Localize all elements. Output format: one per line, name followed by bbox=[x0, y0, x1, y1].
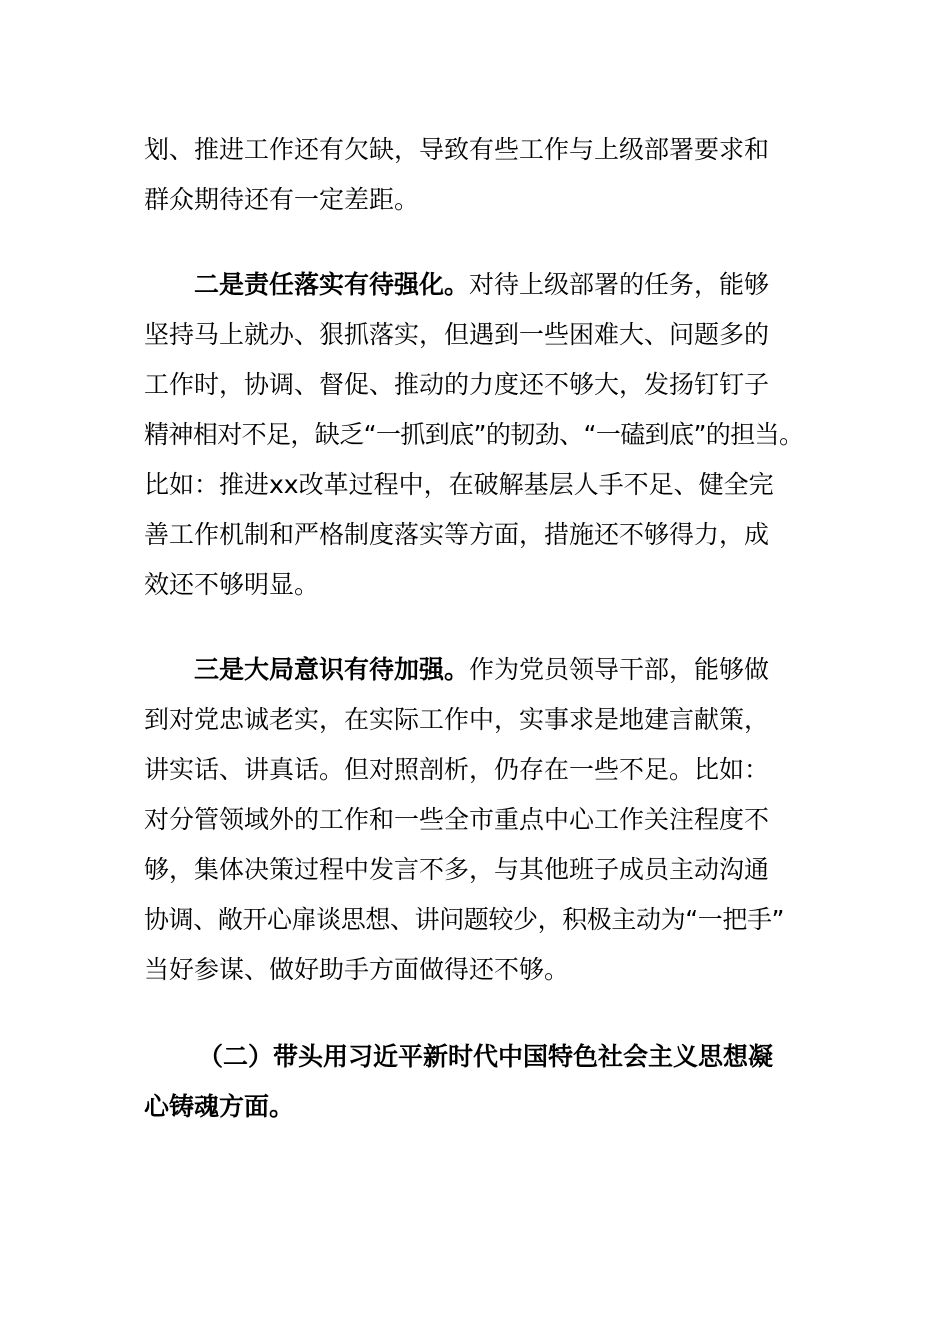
paragraph-line: 到对党忠诚老实，在实际工作中，实事求是地建言献策， bbox=[144, 705, 770, 734]
paragraph-line: 当好参谋、做好助手方面做得还不够。 bbox=[144, 955, 570, 984]
paragraph-lead: 二是责任落实有待强化。 bbox=[194, 270, 470, 299]
paragraph-line: 坚持马上就办、狠抓落实，但遇到一些困难大、问题多的 bbox=[144, 320, 770, 349]
paragraph-line: 协调、敞开心扉谈思想、讲问题较少，积极主动为“一把手” bbox=[144, 905, 785, 934]
paragraph-line: 善工作机制和严格制度落实等方面，措施还不够得力，成 bbox=[144, 520, 770, 549]
paragraph-line: 对分管领域外的工作和一些全市重点中心工作关注程度不 bbox=[144, 805, 770, 834]
paragraph-line: 精神相对不足，缺乏“一抓到底”的韧劲、“一磕到底”的担当。 bbox=[144, 420, 804, 449]
paragraph-line: 够，集体决策过程中发言不多，与其他班子成员主动沟通 bbox=[144, 855, 770, 884]
section-heading-continued: 心铸魂方面。 bbox=[144, 1092, 295, 1121]
paragraph-line: 工作时，协调、督促、推动的力度还不够大，发扬钉钉子 bbox=[144, 370, 770, 399]
paragraph-line: 比如：推进xx改革过程中，在破解基层人手不足、健全完 bbox=[144, 470, 774, 499]
paragraph-line: 讲实话、讲真话。但对照剖析，仍存在一些不足。比如： bbox=[144, 755, 770, 784]
paragraph-lead: 三是大局意识有待加强。 bbox=[194, 655, 470, 684]
paragraph-first-line bbox=[194, 655, 769, 685]
section-heading: （二）带头用习近平新时代中国特色社会主义思想凝 bbox=[198, 1042, 774, 1071]
paragraph-line: 群众期待还有一定差距。 bbox=[144, 185, 420, 214]
paragraph-text: 对待上级部署的任务，能够 bbox=[469, 270, 770, 299]
paragraph-line: 效还不够明显。 bbox=[144, 570, 320, 599]
paragraph-line: 划、推进工作还有欠缺，导致有些工作与上级部署要求和 bbox=[144, 135, 770, 164]
paragraph-first-line bbox=[194, 270, 769, 300]
paragraph-text: 作为党员领导干部，能够做 bbox=[469, 655, 770, 684]
